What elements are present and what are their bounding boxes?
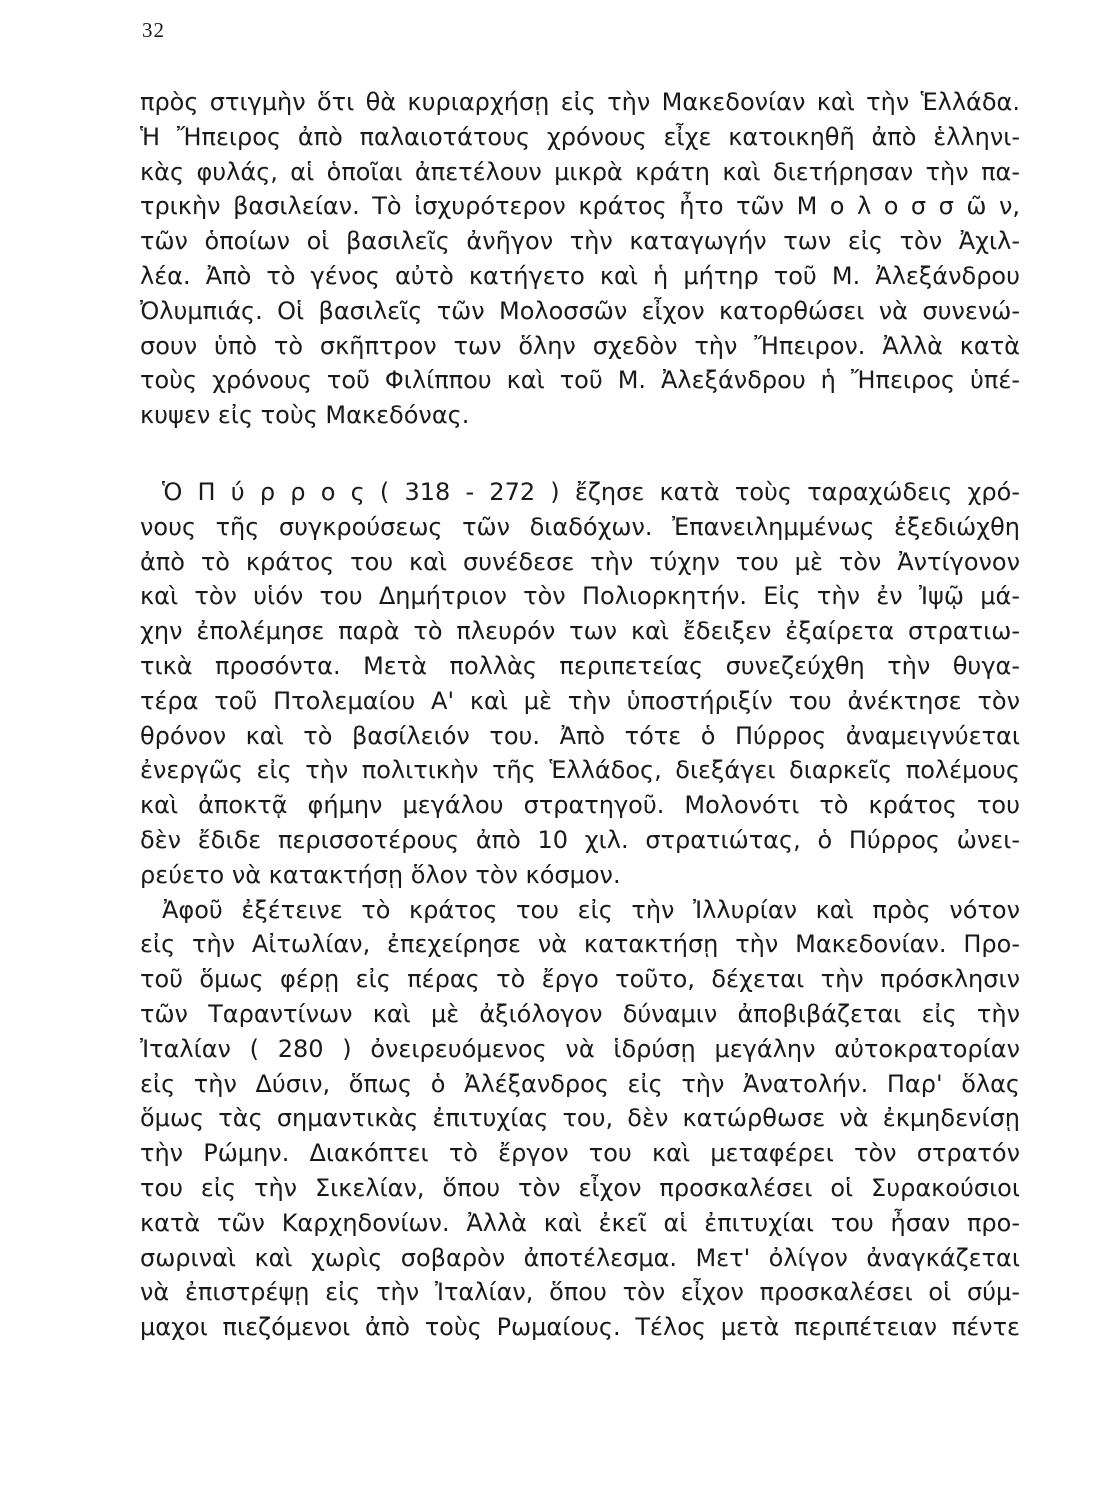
text-line: ἀπὸ τὸ κράτος του καὶ συνέδεσε τὴν τύχην του μὲ τὸν Ἀντίγονον: [140, 547, 1020, 576]
text-line: λέα. Ἀπὸ τὸ γένος αὐτὸ κατήγετο καὶ ἡ μήτηρ τοῦ Μ. Ἀλεξάνδρου: [140, 261, 1020, 290]
text-line: χην ἐπολέμησε παρὰ τὸ πλευρόν των καὶ ἔδειξεν ἐξαίρετα στρατιω-: [140, 617, 1020, 646]
text-line: τῶν ὁποίων οἱ βασιλεῖς ἀνῆγον τὴν καταγωγήν των εἰς τὸν Ἀχιλ-: [140, 227, 1020, 256]
text-line: τοῦ ὅμως φέρῃ εἰς πέρας τὸ ἔργο τοῦτο, δέχεται τὴν πρόσκλησιν: [140, 965, 1020, 994]
text-line: εἰς τὴν Αἰτωλίαν, ἐπεχείρησε νὰ κατακτήσῃ τὴν Μακεδονίαν. Προ-: [140, 930, 1020, 959]
text-line: τικὰ προσόντα. Μετὰ πολλὰς περιπετείας συνεζεύχθη τὴν θυγα-: [140, 651, 1020, 680]
text-line: εἰς τὴν Δύσιν, ὅπως ὁ Ἀλέξανδρος εἰς τὴν Ἀνατολήν. Παρ' ὅλας: [140, 1069, 1020, 1098]
text-line: ρεύετο νὰ κατακτήσῃ ὅλον τὸν κόσμον.: [140, 860, 621, 889]
text-line: Ὀλυμπιάς. Οἱ βασιλεῖς τῶν Μολοσσῶν εἶχον κατορθώσει νὰ συνενώ-: [140, 296, 1020, 325]
text-line: κατὰ τῶν Καρχηδονίων. Ἀλλὰ καὶ ἐκεῖ αἱ ἐπιτυχίαι του ἦσαν προ-: [140, 1208, 1020, 1237]
paragraph-epirus: [140, 85, 1020, 433]
text-line: τοὺς χρόνους τοῦ Φιλίππου καὶ τοῦ Μ. Ἀλεξάνδρου ἡ Ἤπειρος ὑπέ-: [140, 366, 1020, 395]
text-line: θρόνον καὶ τὸ βασίλειόν του. Ἀπὸ τότε ὁ Πύρρος ἀναμειγνύεται: [140, 721, 1020, 750]
text-line: του εἰς τὴν Σικελίαν, ὅπου τὸν εἶχον προσκαλέσει οἱ Συρακούσιοι: [140, 1173, 1020, 1202]
text-line: σουν ὑπὸ τὸ σκῆπτρον των ὅλην σχεδὸν τὴν Ἤπειρον. Ἀλλὰ κατὰ: [140, 331, 1020, 360]
text-line: καὶ τὸν υἱόν του Δημήτριον τὸν Πολιορκητήν. Εἰς τὴν ἐν Ἰψῷ μά-: [140, 582, 1020, 611]
text-line: Ἀφοῦ ἐξέτεινε τὸ κράτος του εἰς τὴν Ἰλλυρίαν καὶ πρὸς νότον: [162, 895, 1020, 924]
text-line: ὅμως τὰς σημαντικὰς ἐπιτυχίας του, δὲν κατώρθωσε νὰ ἐκμηδενίσῃ: [140, 1104, 1020, 1133]
text-line: νους τῆς συγκρούσεως τῶν διαδόχων. Ἐπανειλημμένως ἐξεδιώχθη: [140, 512, 1020, 541]
text-line: Ἰταλίαν ( 280 ) ὀνειρευόμενος νὰ ἱδρύσῃ μεγάλην αὐτοκρατορίαν: [140, 1034, 1020, 1063]
text-line: κὰς φυλάς, αἱ ὁποῖαι ἀπετέλουν μικρὰ κράτη καὶ διετήρησαν τὴν πα-: [140, 157, 1020, 186]
text-line: Ἡ Ἤπειρος ἀπὸ παλαιοτάτους χρόνους εἶχε κατοικηθῆ ἀπὸ ἑλληνι-: [140, 122, 1020, 151]
text-line: τὴν Ρώμην. Διακόπτει τὸ ἔργον του καὶ μεταφέρει τὸν στρατόν: [140, 1139, 1020, 1168]
text-line: Ὁ Π ύ ρ ρ ο ς ( 318 - 272 ) ἔζησε κατὰ τοὺς ταραχώδεις χρό-: [162, 477, 1020, 506]
text-line: κυψεν εἰς τοὺς Μακεδόνας.: [140, 401, 470, 430]
paragraph-spacer: [140, 433, 1020, 475]
paragraph-pyrrhus: [140, 475, 1020, 893]
text-line: τῶν Ταραντίνων καὶ μὲ ἀξιόλογον δύναμιν ἀποβιβάζεται εἰς τὴν: [140, 999, 1020, 1028]
text-line: πρὸς στιγμὴν ὅτι θὰ κυριαρχήσῃ εἰς τὴν Μακεδονίαν καὶ τὴν Ἑλλάδα.: [140, 88, 1020, 116]
text-line: μαχοι πιεζόμενοι ἀπὸ τοὺς Ρωμαίους. Τέλος μετὰ περιπέτειαν πέντε: [140, 1313, 1020, 1342]
text-line: τρικὴν βασιλείαν. Τὸ ἰσχυρότερον κράτος ἦτο τῶν Μ ο λ ο σ σ ῶ ν,: [140, 192, 1020, 221]
text-line: σωριναὶ καὶ χωρὶς σοβαρὸν ἀποτέλεσμα. Μετ' ὀλίγον ἀναγκάζεται: [140, 1243, 1020, 1272]
page-body: [140, 85, 1020, 1345]
paragraph-italy-campaign: [140, 893, 1020, 1345]
text-line: καὶ ἀποκτᾷ φήμην μεγάλου στρατηγοῦ. Μολονότι τὸ κράτος του: [140, 791, 1020, 820]
text-line: δὲν ἔδιδε περισσοτέρους ἀπὸ 10 χιλ. στρατιώτας, ὁ Πύρρος ὠνει-: [140, 825, 1020, 854]
text-line: ἐνεργῶς εἰς τὴν πολιτικὴν τῆς Ἑλλάδος, διεξάγει διαρκεῖς πολέμους: [140, 756, 1020, 785]
text-line: τέρα τοῦ Πτολεμαίου Α' καὶ μὲ τὴν ὑποστήριξίν του ἀνέκτησε τὸν: [140, 686, 1020, 715]
text-line: νὰ ἐπιστρέψῃ εἰς τὴν Ἰταλίαν, ὅπου τὸν εἶχον προσκαλέσει οἱ σύμ-: [140, 1278, 1020, 1307]
page-number: 32: [142, 18, 165, 42]
